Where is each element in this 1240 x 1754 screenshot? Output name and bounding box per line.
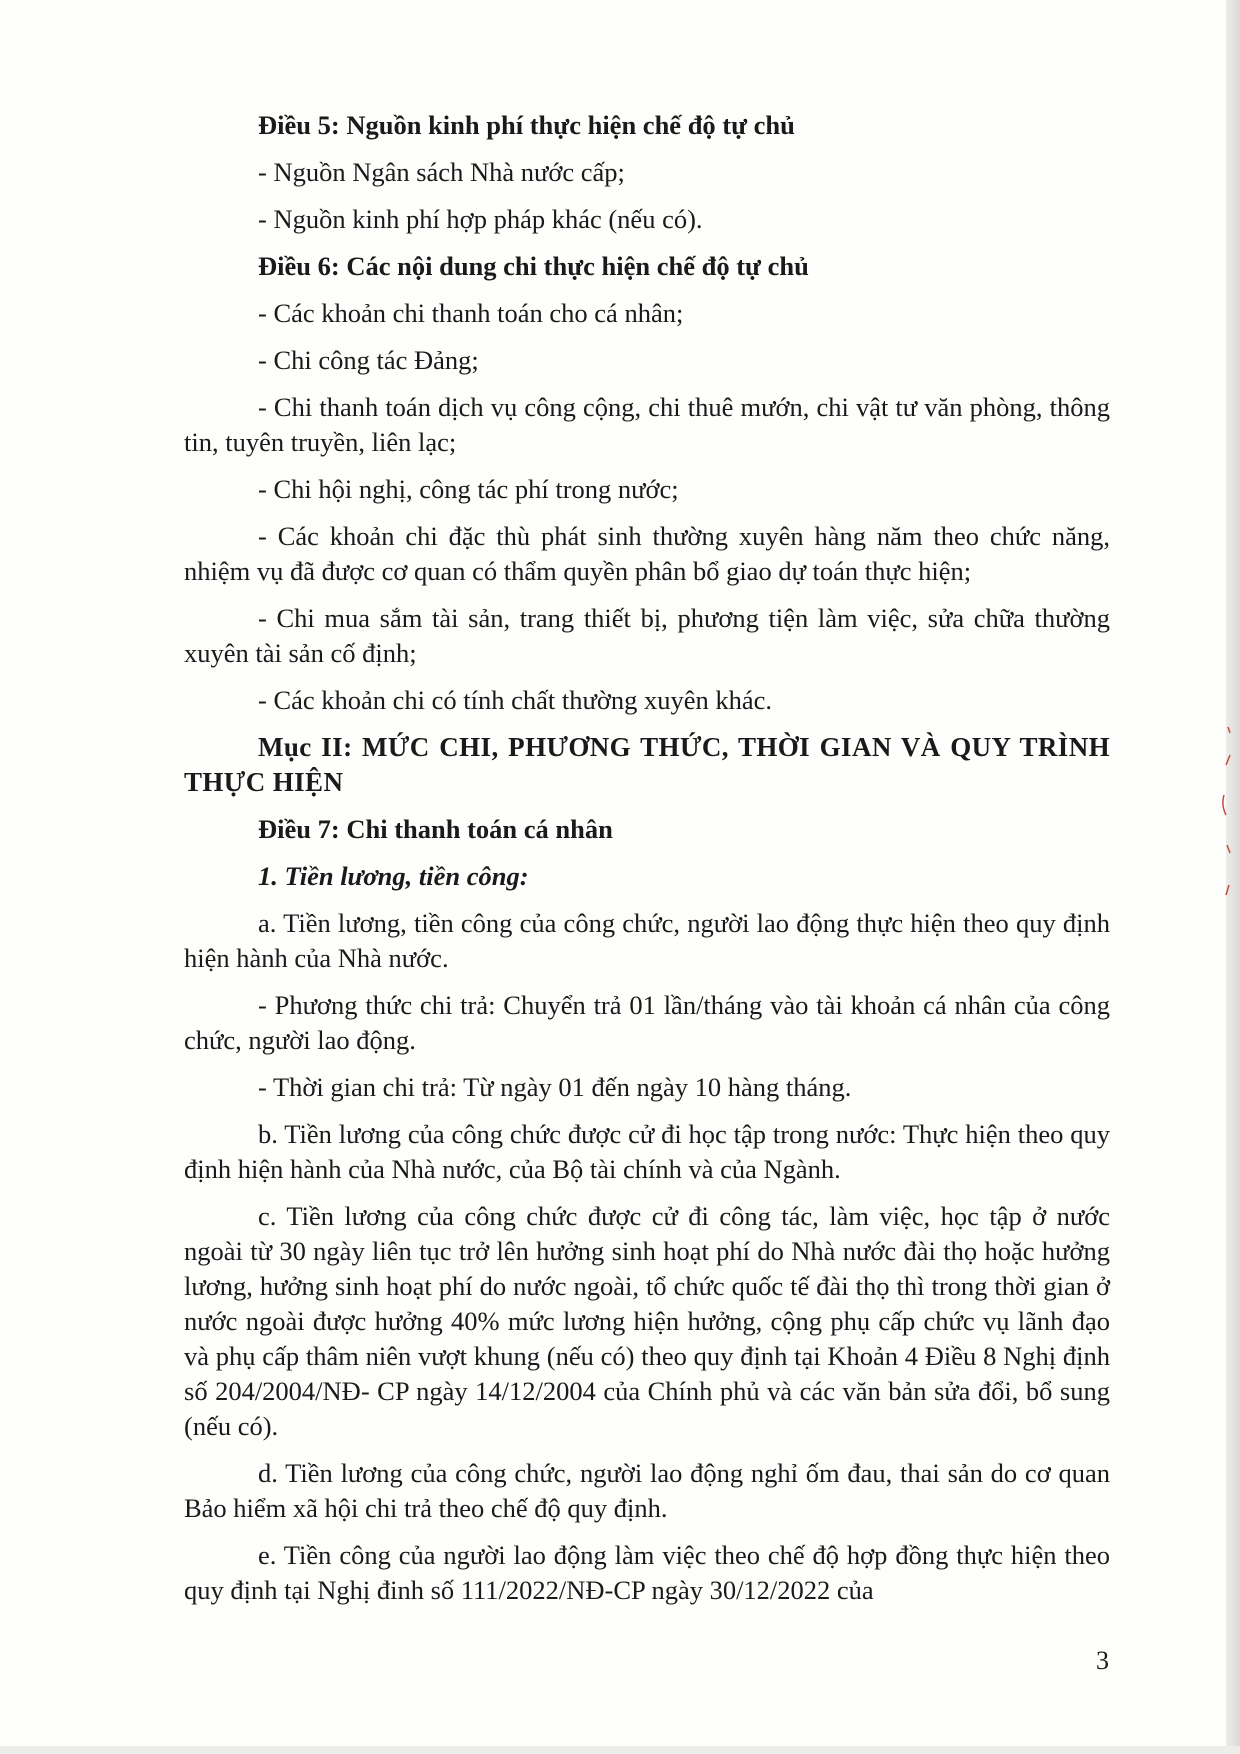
paragraph: a. Tiền lương, tiền công của công chức, người lao động thực hiện theo quy định hiện hành của Nhà nước. <box>184 908 1110 973</box>
scan-bottom-edge <box>0 1746 1240 1754</box>
section-2-heading: Mục II: MỨC CHI, PHƯƠNG THỨC, THỜI GIAN VÀ QUY TRÌNH THỰC HIỆN <box>184 732 1110 797</box>
red-stamp-mark <box>1218 725 1238 915</box>
document-body <box>184 108 1110 1620</box>
paragraph: d. Tiền lương của công chức, người lao động nghỉ ốm đau, thai sản do cơ quan Bảo hiểm xã hội chi trả theo chế độ quy định. <box>184 1458 1110 1523</box>
paragraph: - Các khoản chi có tính chất thường xuyên khác. <box>258 685 773 715</box>
article-5-heading: Điều 5: Nguồn kinh phí thực hiện chế độ tự chủ <box>258 110 795 140</box>
paragraph: - Thời gian chi trả: Từ ngày 01 đến ngày 10 hàng tháng. <box>258 1072 852 1102</box>
paragraph: c. Tiền lương của công chức được cử đi công tác, làm việc, học tập ở nước ngoài từ 30 ngày liên tục trở lên hưởng sinh hoạt phí do Nhà nước đài thọ hoặc hưởng lương, hưởng sinh hoạt phí do nước ngoài, tổ chức quốc tế đài thọ thì trong thời gian ở nước ngoài được hưởng 40% mức lương hiện hưởng, cộng phụ cấp chức vụ lãnh đạo và phụ cấp thâm niên vượt khung (nếu có) theo quy định tại Khoản 4 Điều 8 Nghị định số 204/2004/NĐ- CP ngày 14/12/2004 của Chính phủ và các văn bản sửa đổi, bổ sung (nếu có). <box>184 1201 1110 1441</box>
paragraph: - Chi công tác Đảng; <box>258 345 479 375</box>
paragraph: - Nguồn Ngân sách Nhà nước cấp; <box>258 157 625 187</box>
page-number: 3 <box>1096 1646 1109 1675</box>
subsection-heading: 1. Tiền lương, tiền công: <box>258 861 529 891</box>
paragraph: b. Tiền lương của công chức được cử đi học tập trong nước: Thực hiện theo quy định hiện hành của Nhà nước, của Bộ tài chính và của Ngành. <box>184 1119 1110 1184</box>
paragraph: - Chi mua sắm tài sản, trang thiết bị, phương tiện làm việc, sửa chữa thường xuyên tài sản cố định; <box>184 603 1110 668</box>
article-6-heading: Điều 6: Các nội dung chi thực hiện chế độ tự chủ <box>258 251 809 281</box>
paragraph: - Các khoản chi thanh toán cho cá nhân; <box>258 298 684 328</box>
paragraph: - Chi hội nghị, công tác phí trong nước; <box>258 474 679 504</box>
paragraph: - Phương thức chi trả: Chuyển trả 01 lần/tháng vào tài khoản cá nhân của công chức, người lao động. <box>184 990 1110 1055</box>
paragraph: - Chi thanh toán dịch vụ công cộng, chi thuê mướn, chi vật tư văn phòng, thông tin, tuyên truyền, liên lạc; <box>184 392 1110 457</box>
paragraph: - Các khoản chi đặc thù phát sinh thường xuyên hàng năm theo chức năng, nhiệm vụ đã được cơ quan có thẩm quyền phân bổ giao dự toán thực hiện; <box>184 521 1110 586</box>
paragraph: e. Tiền công của người lao động làm việc theo chế độ hợp đồng thực hiện theo quy định tại Nghị đinh số 111/2022/NĐ-CP ngày 30/12/2022 của <box>184 1540 1110 1605</box>
paragraph: - Nguồn kinh phí hợp pháp khác (nếu có). <box>258 204 703 234</box>
article-7-heading: Điều 7: Chi thanh toán cá nhân <box>258 814 613 844</box>
